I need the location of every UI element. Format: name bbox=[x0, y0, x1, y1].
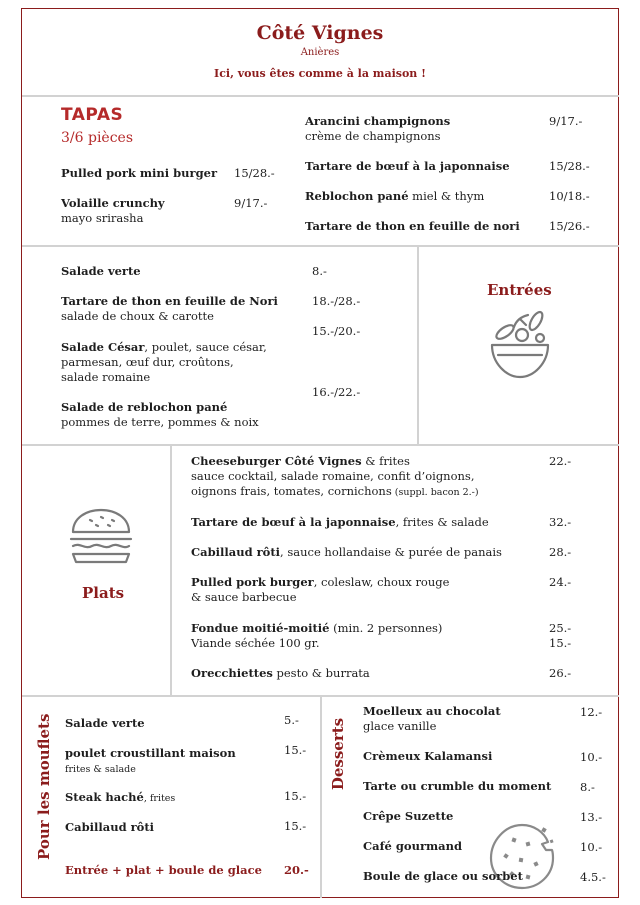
item-name: Pulled pork mini burger bbox=[61, 166, 217, 180]
kids-item bbox=[65, 746, 236, 777]
item-name: Volaille crunchy bbox=[61, 196, 165, 210]
item-name: Steak haché bbox=[65, 790, 144, 804]
kids-offer: Entrée + plat + boule de glace bbox=[65, 863, 262, 877]
item-price: 4.5.- bbox=[580, 870, 606, 884]
item-price: 9/17.- bbox=[549, 114, 583, 128]
item-name: Moelleux au chocolat bbox=[363, 704, 501, 718]
item-description: salade de choux & carotte bbox=[61, 309, 214, 323]
divider-kids-desserts bbox=[320, 696, 322, 898]
item-name: Arancini champignons bbox=[305, 114, 451, 128]
entree-item bbox=[61, 400, 259, 430]
item-price: 22.- bbox=[549, 454, 572, 468]
item-name: Boule de glace ou sorbet bbox=[363, 869, 523, 883]
item-description: glace vanille bbox=[363, 719, 437, 733]
divider-tapas bbox=[22, 245, 619, 247]
restaurant-location: Anières bbox=[300, 47, 340, 58]
item-price: 10.- bbox=[580, 750, 603, 764]
entrees-title: Entrées bbox=[487, 281, 552, 299]
restaurant-name: Côté Vignes bbox=[256, 22, 384, 44]
item-name: Crêpe Suzette bbox=[363, 809, 454, 823]
item-description: , frites bbox=[143, 793, 176, 804]
item-price: 32.- bbox=[549, 515, 572, 529]
item-price: 8.- bbox=[312, 264, 327, 278]
item-name: Salade verte bbox=[61, 264, 141, 278]
item-name: Tartare de thon en feuille de nori bbox=[305, 219, 520, 233]
item-price: 10/18.- bbox=[549, 189, 590, 203]
dessert-item bbox=[363, 779, 551, 794]
item-description: , sauce hollandaise & purée de panais bbox=[280, 545, 502, 559]
item-description: Viande séchée 100 gr. bbox=[191, 636, 320, 650]
item-description: & frites bbox=[361, 454, 410, 468]
item-price: 25.- bbox=[549, 621, 572, 635]
item-price: 13.- bbox=[580, 810, 603, 824]
tapas-title: TAPAS bbox=[61, 105, 124, 125]
item-price: 12.- bbox=[580, 705, 603, 719]
dessert-item bbox=[363, 809, 453, 824]
item-price: 15.-/20.- bbox=[312, 324, 361, 338]
item-description: salade romaine bbox=[61, 370, 151, 384]
tapas-item bbox=[61, 196, 165, 226]
item-price: 15.- bbox=[284, 743, 307, 757]
item-price: 9/17.- bbox=[234, 196, 268, 210]
item-price: 15.- bbox=[284, 789, 307, 803]
item-price: 26.- bbox=[549, 666, 572, 680]
dessert-item bbox=[363, 869, 523, 884]
item-description: (min. 2 personnes) bbox=[329, 621, 443, 635]
dessert-item bbox=[363, 704, 501, 734]
item-description: , poulet, sauce césar, bbox=[144, 340, 267, 354]
plats-title: Plats bbox=[82, 584, 125, 602]
item-note: (suppl. bacon 2.-) bbox=[391, 487, 479, 498]
plat-item bbox=[191, 666, 370, 681]
item-price: 15.- bbox=[549, 636, 572, 650]
item-name: Orecchiettes bbox=[191, 666, 273, 680]
divider-entrees bbox=[22, 444, 619, 446]
tapas-item bbox=[305, 159, 510, 174]
tapas-subtitle: 3/6 pièces bbox=[61, 130, 134, 146]
item-name: Tartare de bœuf à la japonnaise bbox=[305, 159, 510, 173]
desserts-title: Desserts bbox=[329, 717, 347, 791]
item-description: pesto & burrata bbox=[272, 666, 370, 680]
item-description: , coleslaw, choux rouge bbox=[313, 575, 450, 589]
kids-item bbox=[65, 790, 175, 806]
tapas-item bbox=[305, 219, 520, 234]
kids-offer-price: 20.- bbox=[284, 863, 309, 877]
plat-item bbox=[191, 545, 502, 560]
item-name: Café gourmand bbox=[363, 839, 463, 853]
item-price: 28.- bbox=[549, 545, 572, 559]
kids-title: Pour les mouflets bbox=[35, 713, 53, 860]
restaurant-tagline: Ici, vous êtes comme à la maison ! bbox=[214, 67, 426, 80]
divider-header bbox=[22, 95, 619, 97]
item-price: 15/26.- bbox=[549, 219, 590, 233]
item-price: 16.-/22.- bbox=[312, 385, 361, 399]
kids-item bbox=[65, 820, 154, 835]
entree-item bbox=[61, 264, 141, 279]
item-description: oignons frais, tomates, cornichons bbox=[191, 484, 392, 498]
item-description: miel & thym bbox=[408, 189, 485, 203]
item-price: 15.- bbox=[284, 819, 307, 833]
dessert-item bbox=[363, 839, 462, 854]
item-description: crème de champignons bbox=[305, 129, 441, 143]
item-description: mayo srirasha bbox=[61, 211, 144, 225]
item-name: Cheeseburger Côté Vignes bbox=[191, 454, 362, 468]
item-price: 15/28.- bbox=[549, 159, 590, 173]
plat-item bbox=[191, 515, 489, 530]
item-price: 15/28.- bbox=[234, 166, 275, 180]
divider-plats-vertical bbox=[170, 445, 172, 695]
item-name: Fondue moitié-moitié bbox=[191, 621, 330, 635]
item-description: sauce cocktail, salade romaine, confit d’oignons, bbox=[191, 469, 475, 483]
item-name: Salade de reblochon pané bbox=[61, 400, 228, 414]
item-name: Pulled pork burger bbox=[191, 575, 314, 589]
item-name: Tarte ou crumble du moment bbox=[363, 779, 552, 793]
plat-item bbox=[191, 454, 479, 500]
item-description: , frites & salade bbox=[395, 515, 489, 529]
item-description: pommes de terre, pommes & noix bbox=[61, 415, 259, 429]
item-price: 24.- bbox=[549, 575, 572, 589]
kids-item bbox=[65, 716, 145, 731]
tapas-item bbox=[305, 114, 450, 144]
item-name: Reblochon pané bbox=[305, 189, 409, 203]
item-price: 5.- bbox=[284, 713, 299, 727]
item-description: & sauce barbecue bbox=[191, 590, 297, 604]
item-name: Salade verte bbox=[65, 716, 145, 730]
item-name: poulet croustillant maison bbox=[65, 746, 236, 760]
item-price: 10.- bbox=[580, 840, 603, 854]
item-description: frites & salade bbox=[65, 764, 136, 775]
plat-item bbox=[191, 575, 449, 605]
entree-item bbox=[61, 294, 278, 324]
item-name: Tartare de bœuf à la japonnaise bbox=[191, 515, 396, 529]
item-price: 18.-/28.- bbox=[312, 294, 361, 308]
item-description: parmesan, œuf dur, croûtons, bbox=[61, 355, 234, 369]
item-name: Tartare de thon en feuille de Nori bbox=[61, 294, 278, 308]
item-price: 8.- bbox=[580, 780, 595, 794]
dessert-item bbox=[363, 749, 492, 764]
burger-icon bbox=[68, 506, 134, 566]
divider-entrees-vertical bbox=[417, 246, 419, 444]
tapas-item bbox=[61, 166, 217, 181]
entree-item bbox=[61, 340, 267, 385]
plat-item bbox=[191, 621, 442, 651]
item-name: Cabillaud rôti bbox=[191, 545, 281, 559]
item-name: Salade César bbox=[61, 340, 145, 354]
salad-bowl-icon bbox=[484, 305, 556, 381]
item-name: Crèmeux Kalamansi bbox=[363, 749, 493, 763]
tapas-item bbox=[305, 189, 484, 204]
item-name: Cabillaud rôti bbox=[65, 820, 155, 834]
